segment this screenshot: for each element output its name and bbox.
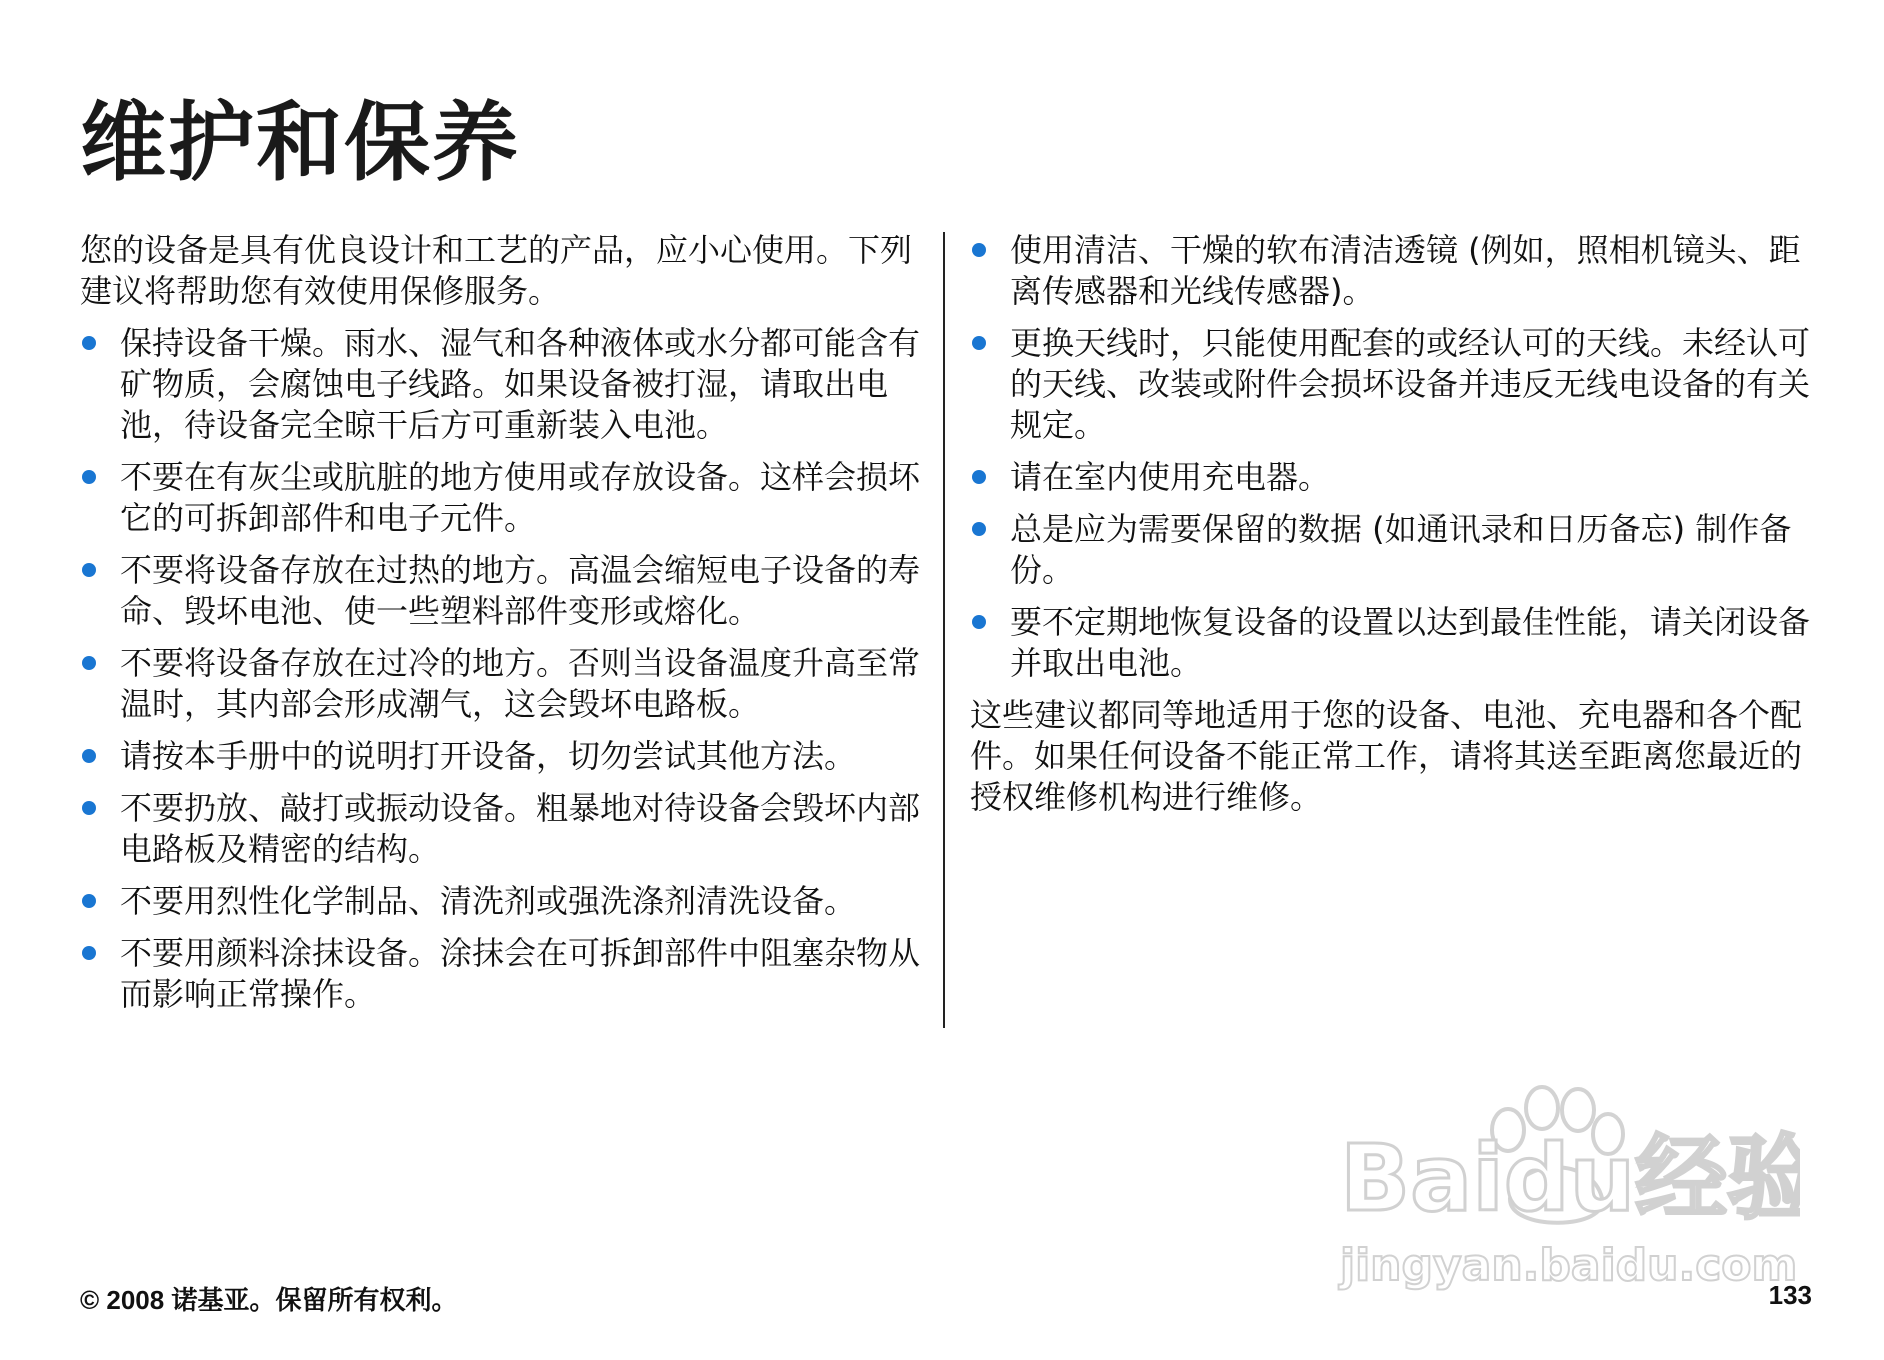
list-item [970,457,1820,498]
watermark-brand-text: Baidu经验 [1340,1125,1800,1232]
bullet-icon [972,522,986,536]
page-number: 133 [1768,1280,1812,1310]
left-bullet-list [80,323,920,1015]
bullet-icon [82,563,96,577]
list-item [80,933,920,1015]
right-bullet-list [970,230,1820,684]
bullet-icon [972,336,986,350]
footer-copyright: © 2008 诺基亚。保留所有权利。 [80,1285,458,1315]
bullet-icon [82,894,96,908]
list-item [80,643,920,725]
bullet-icon [82,749,96,763]
bullet-icon [972,615,986,629]
baidu-jingyan-watermark [1330,1080,1800,1300]
list-item-text: 请按本手册中的说明打开设备，切勿尝试其他方法。 [120,737,857,775]
list-item-text: 要不定期地恢复设备的设置以达到最佳性能，请关闭设备并取出电池。 [1010,603,1811,682]
bullet-icon [82,656,96,670]
page-title: 维护和保养 [80,93,520,193]
list-item-text: 不要在有灰尘或肮脏的地方使用或存放设备。这样会损坏它的可拆卸部件和电子元件。 [120,458,921,537]
intro-paragraph: 您的设备是具有优良设计和工艺的产品，应小心使用。下列建议将帮助您有效使用保修服务。 [80,231,913,310]
list-item-text: 更换天线时，只能使用配套的或经认可的天线。未经认可的天线、改装或附件会损坏设备并违反无线电设备的有关规定。 [1010,324,1811,444]
bullet-icon [82,470,96,484]
bullet-icon [82,336,96,350]
list-item [970,230,1820,312]
watermark-url-text: jingyan.baidu.com [1340,1240,1798,1291]
list-item-text: 不要将设备存放在过冷的地方。否则当设备温度升高至常温时，其内部会形成潮气，这会毁坏电路板。 [120,644,921,723]
list-item [80,736,920,777]
list-item-text: 不要用颜料涂抹设备。涂抹会在可拆卸部件中阻塞杂物从而影响正常操作。 [120,934,921,1013]
list-item [970,323,1820,446]
list-item-text: 不要将设备存放在过热的地方。高温会缩短电子设备的寿命、毁坏电池、使一些塑料部件变形或熔化。 [120,551,921,630]
list-item-text: 保持设备干燥。雨水、湿气和各种液体或水分都可能含有矿物质，会腐蚀电子线路。如果设备被打湿，请取出电池，待设备完全晾干后方可重新装入电池。 [120,324,921,444]
list-item-text: 不要用烈性化学制品、清洗剂或强洗涤剂清洗设备。 [120,882,857,920]
bullet-icon [82,946,96,960]
list-item-text: 使用清洁、干燥的软布清洁透镜 (例如，照相机镜头、距离传感器和光线传感器)。 [1010,231,1801,310]
list-item [80,457,920,539]
list-item [970,602,1820,684]
list-item-text: 请在室内使用充电器。 [1010,458,1331,496]
list-item [80,881,920,922]
bullet-icon [972,243,986,257]
left-column [80,230,920,1026]
bullet-icon [82,801,96,815]
list-item [80,323,920,446]
list-item-text: 不要扔放、敲打或振动设备。粗暴地对待设备会毁坏内部电路板及精密的结构。 [120,789,921,868]
list-item [80,550,920,632]
column-divider [943,232,945,1028]
right-column [970,230,1820,829]
list-item-text: 总是应为需要保留的数据 (如通讯录和日历备忘) 制作备份。 [1010,510,1792,589]
paw-icon [1330,1080,1800,1300]
list-item [80,788,920,870]
list-item [970,509,1820,591]
closing-paragraph: 这些建议都同等地适用于您的设备、电池、充电器和各个配件。如果任何设备不能正常工作，请将其送至距离您最近的授权维修机构进行维修。 [970,696,1803,816]
bullet-icon [972,470,986,484]
